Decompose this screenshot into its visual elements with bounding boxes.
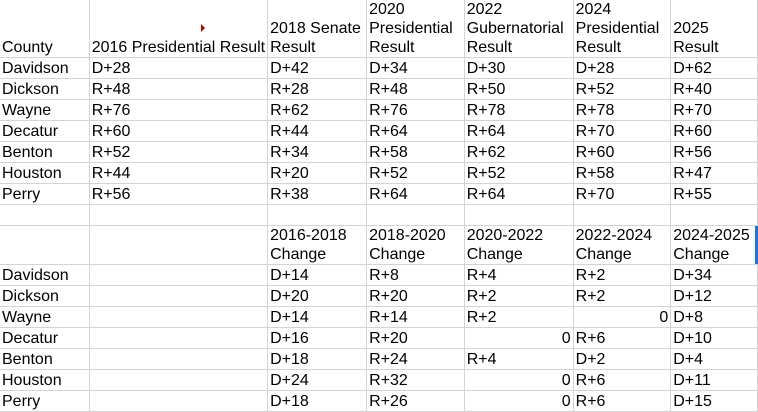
value-cell[interactable]: R+20 [367,286,465,307]
value-cell[interactable]: R+76 [367,100,465,121]
table-row [0,184,758,205]
value-cell[interactable]: R+6 [573,391,671,412]
value-cell[interactable]: R+64 [464,184,573,205]
value-cell[interactable]: 0 [573,307,671,328]
value-cell[interactable]: R+64 [464,121,573,142]
value-cell[interactable]: R+2 [573,265,671,286]
value-cell[interactable]: R+56 [671,142,758,163]
value-cell[interactable]: R+47 [671,163,758,184]
value-cell[interactable]: R+44 [268,121,367,142]
value-cell[interactable]: R+20 [367,328,465,349]
county-cell[interactable]: Benton [0,142,89,163]
value-cell[interactable]: R+60 [89,121,267,142]
value-cell[interactable]: R+2 [573,286,671,307]
value-cell[interactable]: R+2 [464,286,573,307]
header-cell[interactable]: 2025 Result [671,0,758,58]
empty-row [0,205,758,226]
value-cell[interactable]: D+15 [671,391,758,412]
value-cell[interactable]: D+16 [268,328,367,349]
value-cell[interactable]: R+48 [367,79,465,100]
table-row [0,100,758,121]
value-cell[interactable]: R+52 [573,79,671,100]
value-cell[interactable]: D+8 [671,307,758,328]
value-cell[interactable]: R+70 [573,184,671,205]
value-cell[interactable]: R+78 [464,100,573,121]
table-row [0,370,758,391]
value-cell[interactable]: R+52 [464,163,573,184]
value-cell[interactable]: R+60 [573,142,671,163]
value-cell[interactable]: R+64 [367,121,465,142]
county-cell[interactable]: Benton [0,349,89,370]
header-cell[interactable] [0,226,89,265]
value-cell[interactable]: D+62 [671,58,758,79]
value-cell[interactable]: R+28 [268,79,367,100]
header-cell[interactable]: 2018-2020 Change [367,226,465,265]
value-cell[interactable]: D+28 [573,58,671,79]
county-cell[interactable]: Houston [0,370,89,391]
value-cell[interactable] [89,286,267,307]
table-row [0,307,758,328]
value-cell[interactable]: D+11 [671,370,758,391]
value-cell[interactable]: R+44 [89,163,267,184]
table-row [0,121,758,142]
value-cell[interactable]: R+6 [573,328,671,349]
county-cell[interactable]: Davidson [0,265,89,286]
value-cell[interactable]: R+70 [671,100,758,121]
table-row [0,163,758,184]
value-cell[interactable]: R+48 [89,79,267,100]
value-cell[interactable]: D+18 [268,391,367,412]
header-row [0,0,758,58]
value-cell[interactable]: R+70 [573,121,671,142]
table-row [0,328,758,349]
value-cell[interactable]: R+60 [671,121,758,142]
value-cell[interactable]: D+12 [671,286,758,307]
value-cell[interactable] [89,265,267,286]
value-cell[interactable]: D+34 [367,58,465,79]
county-cell[interactable]: Decatur [0,328,89,349]
header-cell[interactable]: 2022 Gubernatorial Result [464,0,573,58]
header-cell[interactable]: 2024-2025 Change [671,226,758,265]
value-cell[interactable]: D+4 [671,349,758,370]
value-cell[interactable]: D+30 [464,58,573,79]
value-cell[interactable] [89,370,267,391]
value-cell[interactable]: R+4 [464,265,573,286]
value-cell[interactable]: R+78 [573,100,671,121]
value-cell[interactable]: R+2 [464,307,573,328]
value-cell[interactable]: R+62 [268,100,367,121]
value-cell[interactable]: R+20 [268,163,367,184]
header-cell[interactable]: 2016-2018 Change [268,226,367,265]
header-cell[interactable]: 2016 Presidential Result [89,0,267,58]
empty-cell[interactable] [89,205,267,226]
header-cell[interactable]: 2022-2024 Change [573,226,671,265]
county-cell[interactable]: Dickson [0,286,89,307]
header-cell[interactable]: 2020 Presidential Result [367,0,465,58]
value-cell[interactable]: R+52 [89,142,267,163]
county-cell[interactable]: Perry [0,184,89,205]
county-cell[interactable]: Perry [0,391,89,412]
value-cell[interactable]: R+4 [464,349,573,370]
value-cell[interactable]: R+14 [367,307,465,328]
value-cell[interactable]: R+52 [367,163,465,184]
value-cell[interactable]: R+58 [367,142,465,163]
value-cell[interactable]: R+40 [671,79,758,100]
county-cell[interactable]: Wayne [0,307,89,328]
value-cell[interactable]: R+50 [464,79,573,100]
value-cell[interactable]: D+14 [268,265,367,286]
value-cell[interactable]: R+56 [89,184,267,205]
table-row [0,58,758,79]
value-cell[interactable]: R+26 [367,391,465,412]
value-cell[interactable]: R+38 [268,184,367,205]
header-cell[interactable]: 2024 Presidential Result [573,0,671,58]
value-cell[interactable]: R+24 [367,349,465,370]
county-cell[interactable]: Dickson [0,79,89,100]
value-cell[interactable]: R+58 [573,163,671,184]
value-cell[interactable]: D+14 [268,307,367,328]
value-cell[interactable]: R+62 [464,142,573,163]
table-row [0,265,758,286]
county-cell[interactable]: Wayne [0,100,89,121]
empty-cell[interactable] [268,205,367,226]
empty-cell[interactable] [367,205,465,226]
header-cell[interactable] [89,226,267,265]
empty-cell[interactable] [671,205,758,226]
table-row [0,142,758,163]
value-cell[interactable]: D+20 [268,286,367,307]
value-cell[interactable]: 0 [464,328,573,349]
empty-cell[interactable] [464,205,573,226]
value-cell[interactable]: R+76 [89,100,267,121]
table-row [0,391,758,412]
value-cell[interactable] [89,328,267,349]
county-cell[interactable]: Davidson [0,58,89,79]
value-cell[interactable]: 0 [464,391,573,412]
value-cell[interactable]: 0 [464,370,573,391]
header-cell[interactable]: 2018 Senate Result [268,0,367,58]
value-cell[interactable]: R+6 [573,370,671,391]
table-row [0,286,758,307]
value-cell[interactable]: D+42 [268,58,367,79]
table-row [0,79,758,100]
value-cell[interactable]: D+34 [671,265,758,286]
value-cell[interactable]: R+32 [367,370,465,391]
header-cell[interactable]: County [0,0,89,58]
county-cell[interactable]: Houston [0,163,89,184]
value-cell[interactable] [89,307,267,328]
value-cell[interactable] [89,391,267,412]
value-cell[interactable]: R+64 [367,184,465,205]
empty-cell[interactable] [573,205,671,226]
empty-cell[interactable] [0,205,89,226]
county-cell[interactable]: Decatur [0,121,89,142]
value-cell[interactable]: D+18 [268,349,367,370]
value-cell[interactable]: D+24 [268,370,367,391]
header-row [0,226,758,265]
value-cell[interactable] [89,349,267,370]
value-cell[interactable]: R+55 [671,184,758,205]
value-cell[interactable]: D+28 [89,58,267,79]
comment-indicator-icon[interactable] [201,24,205,32]
table-row [0,349,758,370]
header-cell[interactable]: 2020-2022 Change [464,226,573,265]
value-cell[interactable]: D+2 [573,349,671,370]
value-cell[interactable]: D+10 [671,328,758,349]
value-cell[interactable]: R+8 [367,265,465,286]
value-cell[interactable]: R+34 [268,142,367,163]
